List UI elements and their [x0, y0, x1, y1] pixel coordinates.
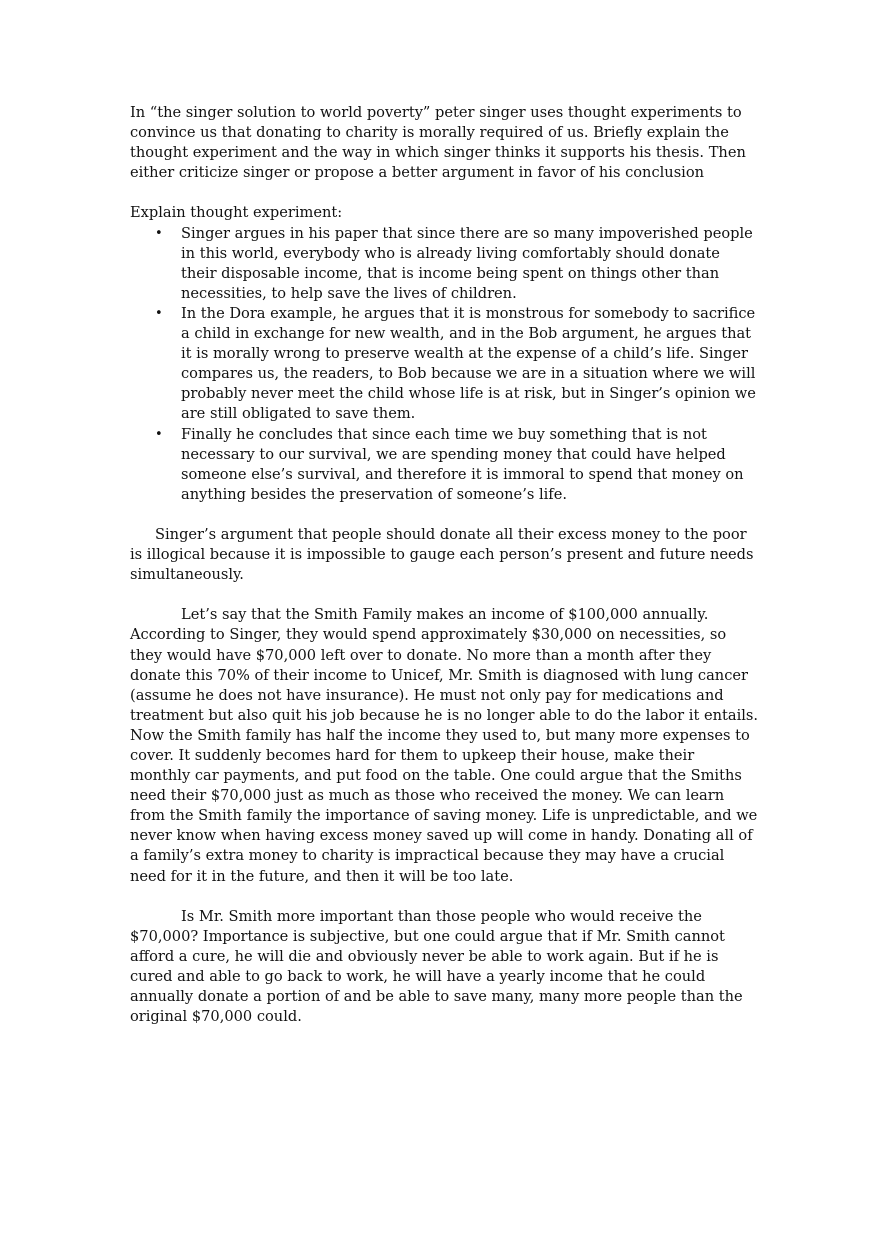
- blank-line: [130, 887, 755, 907]
- bullet-line: Singer argues in his paper that since there are so many impoverished people: [181, 224, 753, 242]
- bullet-list: [130, 224, 755, 505]
- paragraph-line: According to Singer, they would spend approximately $30,000 on necessities, so: [130, 626, 727, 644]
- paragraph-line: need their $70,000 just as much as those who received the money. We can learn: [130, 787, 725, 805]
- paragraph-line: Now the Smith family has half the income they used to, but many more expenses to: [130, 726, 750, 744]
- bullet-icon: •: [155, 225, 163, 241]
- paragraph-line: a family’s extra money to charity is impractical because they may have a crucial: [130, 847, 725, 865]
- paragraph-argument: [130, 525, 755, 585]
- paragraph-smith-family: [130, 605, 759, 886]
- explain-heading: Explain thought experiment:: [130, 204, 343, 222]
- paragraph-line: they would have $70,000 left over to donate. No more than a month after they: [130, 646, 712, 664]
- bullet-line: in this world, everybody who is already living comfortably should donate: [181, 244, 720, 262]
- paragraph-line: original $70,000 could.: [130, 1008, 302, 1026]
- paragraph-line: $70,000? Importance is subjective, but one could argue that if Mr. Smith cannot: [130, 927, 725, 945]
- bullet-line: probably never meet the child whose life is at risk, but in Singer’s opinion we: [181, 385, 756, 403]
- paragraph-line: donate this 70% of their income to Unicef, Mr. Smith is diagnosed with lung cancer: [130, 666, 748, 684]
- blank-line: [130, 505, 755, 525]
- paragraph-line: cover. It suddenly becomes hard for them to upkeep their house, make their: [130, 747, 695, 764]
- paragraph-line: need for it in the future, and then it will be too late.: [130, 867, 514, 885]
- prompt-line: thought experiment and the way in which singer thinks it supports his thesis. Then: [130, 144, 746, 162]
- bullet-line: necessities, to help save the lives of children.: [181, 284, 517, 302]
- paragraph-line: from the Smith family the importance of saving money. Life is unpredictable, and we: [130, 807, 758, 825]
- prompt-block: [130, 103, 755, 183]
- bullet-line: anything besides the preservation of someone’s life.: [181, 485, 567, 503]
- bullet-line: compares us, the readers, to Bob because we are in a situation where we will: [181, 365, 756, 383]
- prompt-line: either criticize singer or propose a better argument in favor of his conclusion: [130, 164, 705, 182]
- paragraph-line: simultaneously.: [130, 566, 244, 584]
- prompt-line: In “the singer solution to world poverty” peter singer uses thought experiments to: [130, 104, 742, 121]
- bullet-line: someone else’s survival, and therefore it is immoral to spend that money on: [181, 465, 744, 483]
- paragraph-line: cured and able to go back to work, he will have a yearly income that he could: [130, 968, 706, 986]
- paragraph-line: (assume he does not have insurance). He must not only pay for medications and: [130, 686, 724, 704]
- document-page: [130, 103, 759, 1027]
- paragraph-line: never know when having excess money saved up will come in handy. Donating all of: [130, 827, 753, 845]
- bullet-line: necessary to our survival, we are spending money that could have helped: [181, 445, 726, 463]
- paragraph-line: treatment but also quit his job because he is no longer able to do the labor it entails.: [130, 706, 759, 724]
- blank-line: [130, 183, 755, 203]
- bullet-item: [130, 224, 755, 304]
- paragraph-line: monthly car payments, and put food on the table. One could argue that the Smiths: [130, 767, 742, 785]
- prompt-line: convince us that donating to charity is morally required of us. Briefly explain the: [130, 124, 729, 142]
- bullet-line: their disposable income, that is income being spent on things other than: [181, 264, 720, 282]
- bullet-line: it is morally wrong to preserve wealth at the expense of a child’s life. Singer: [181, 345, 748, 363]
- bullet-item: [130, 304, 755, 425]
- bullet-line: In the Dora example, he argues that it is monstrous for somebody to sacrifice: [181, 304, 756, 322]
- paragraph-line: Singer’s argument that people should donate all their excess money to the poor: [155, 525, 747, 543]
- paragraph-line: Is Mr. Smith more important than those people who would receive the: [181, 907, 702, 925]
- paragraph-importance: [130, 907, 755, 1028]
- bullet-line: a child in exchange for new wealth, and in the Bob argument, he argues that: [181, 325, 752, 343]
- paragraph-line: afford a cure, he will die and obviously never be able to work again. But if he is: [130, 947, 719, 965]
- bullet-icon: •: [155, 305, 163, 321]
- paragraph-line: annually donate a portion of and be able to save many, many more people than the: [130, 988, 743, 1006]
- paragraph-line: is illogical because it is impossible to gauge each person’s present and future needs: [130, 546, 754, 564]
- blank-line: [130, 585, 755, 605]
- bullet-line: Finally he concludes that since each time we buy something that is not: [181, 425, 707, 443]
- bullet-icon: •: [155, 426, 163, 442]
- paragraph-line: Let’s say that the Smith Family makes an income of $100,000 annually.: [181, 606, 709, 624]
- bullet-line: are still obligated to save them.: [181, 405, 416, 423]
- bullet-item: [130, 425, 755, 505]
